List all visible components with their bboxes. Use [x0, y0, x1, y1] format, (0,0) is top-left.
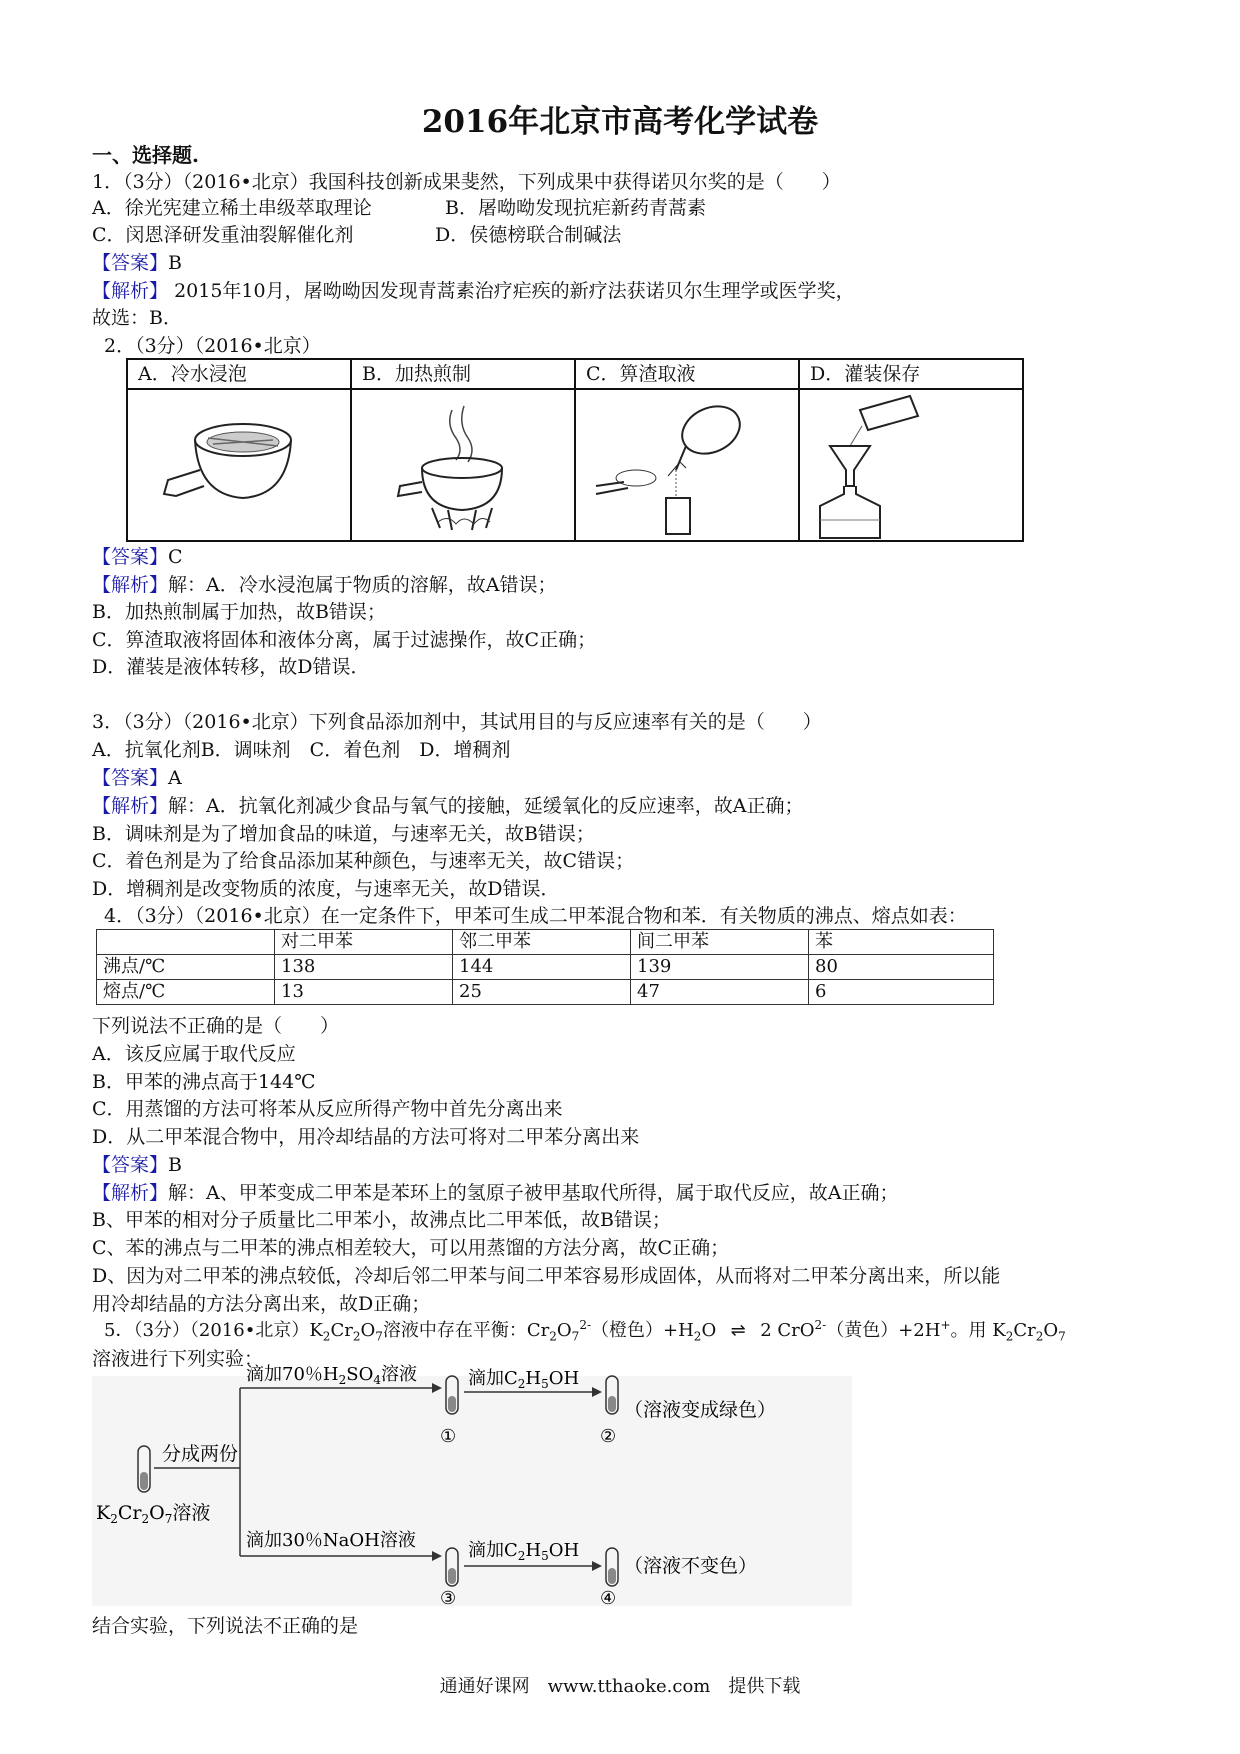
q1-analysis: 2015年10月，屠呦呦因发现青蒿素治疗疟疾的新疗法获诺贝尔生理学或医学奖， — [174, 280, 855, 302]
q4-stem: 4．（3分）（2016•北京）在一定条件下，甲苯可生成二甲苯混合物和苯．有关物质的沸点、熔点如表： — [104, 905, 967, 927]
flow-top-result: （溶液变成绿色） — [624, 1399, 777, 1421]
table-cell: 13 — [275, 980, 453, 1005]
q2-analysis-2: B．加热煎制属于加热，故B错误； — [92, 601, 386, 623]
page-footer: 通通好课网 www.tthaoke.com 提供下载 — [439, 1676, 801, 1697]
q3-analysis-1: 解：A．抗氧化剂减少食品与氧气的接触，延缓氧化的反应速率，故A正确； — [168, 795, 804, 817]
q2-fig-c — [575, 359, 799, 541]
table-cell: 25 — [453, 980, 631, 1005]
answer-tag: 【答案】 — [92, 767, 169, 789]
q4-analysis-1: 解：A、甲苯变成二甲苯是苯环上的氢原子被甲基取代所得，属于取代反应，故A正确； — [168, 1182, 899, 1204]
q1-option-a: A．徐光宪建立稀土串级萃取理论 — [92, 197, 372, 219]
q4-analysis-2: B、甲苯的相对分子质量比二甲苯小，故沸点比二甲苯低，故B错误； — [92, 1209, 671, 1231]
q3-stem: 3．（3分）（2016•北京）下列食品添加剂中，其试用目的与反应速率有关的是（ ） — [92, 711, 822, 733]
soaking-pot-icon — [128, 390, 350, 540]
q2-fig-a-label: A．冷水浸泡 — [128, 360, 350, 390]
q2-answer: C — [168, 546, 183, 568]
q2-stem: 2．（3分）（2016•北京） — [104, 335, 321, 357]
q4-option-c: C．用蒸馏的方法可将苯从反应所得产物中首先分离出来 — [92, 1098, 563, 1120]
q3-analysis-2: B．调味剂是为了增加食品的味道，与速率无关，故B错误； — [92, 823, 595, 845]
bottling-icon — [800, 390, 1022, 540]
q3-options: A．抗氧化剂B．调味剂 C．着色剂 D．增稠剂 — [92, 739, 511, 761]
section-heading: 一、选择题. — [92, 143, 199, 167]
equilibrium-arrow-icon: ⇌ — [730, 1320, 746, 1341]
table-cell: 80 — [809, 955, 994, 980]
answer-tag: 【答案】 — [92, 1154, 169, 1176]
q2-analysis-1: 解：A．冷水浸泡属于物质的溶解，故A错误； — [168, 574, 557, 596]
q2-fig-a — [127, 359, 351, 541]
q2-fig-d — [799, 359, 1023, 541]
q5-stem-part2: （橙色）+H — [591, 1320, 694, 1341]
heating-pot-icon — [352, 390, 574, 540]
q2-analysis-4: D．灌装是液体转移，故D错误． — [92, 656, 370, 678]
q5-stem: 5．（3分）（2016•北京）$K_2Cr_2O_7$溶液中存在平衡：$Cr_2O_7^{2-}$（橙色）$+H_2O$ ⇌ 2 CrO$^{2-}$（黄色）+2H+。用 $K_2Cr_2O_7$ — [104, 1318, 1066, 1344]
tube-label-3: ③ — [440, 1588, 457, 1609]
table-header-cell: 对二甲苯 — [275, 930, 453, 955]
q2-answer-line — [92, 542, 183, 569]
q2-fig-d-label: D．灌装保存 — [800, 360, 1022, 390]
q1-analysis-line — [92, 276, 855, 303]
page-title: 2016年北京市高考化学试卷 — [421, 104, 819, 140]
q4-option-d: D．从二甲苯混合物中，用冷却结晶的方法可将对二甲苯分离出来 — [92, 1126, 640, 1148]
q3-analysis-line — [92, 791, 803, 818]
table-row — [97, 955, 994, 980]
flow-ethanol-bottom: 滴加$C_2H_5OH$ — [468, 1540, 580, 1563]
table-cell: 139 — [631, 955, 809, 980]
q2-analysis-3: C．箅渣取液将固体和液体分离，属于过滤操作，故C正确； — [92, 629, 597, 651]
q5-stem-part4: 2 CrO — [760, 1320, 815, 1341]
table-row-label: 熔点/℃ — [97, 980, 275, 1005]
q5-stem-prefix: 5．（3分）（2016•北京） — [104, 1320, 310, 1341]
tube-label-4: ④ — [600, 1588, 617, 1609]
q4-option-b: B．甲苯的沸点高于144℃ — [92, 1071, 316, 1093]
q5-stem-part6: 。用 K — [950, 1320, 1006, 1341]
tube-label-1: ① — [440, 1426, 457, 1447]
q2-fig-b — [351, 359, 575, 541]
q1-option-d: D．侯德榜联合制碱法 — [435, 224, 622, 246]
flow-reactant-label: 溶液 — [172, 1502, 211, 1524]
flow-ethanol-top: 滴加$C_2H_5OH$ — [468, 1368, 580, 1391]
table-row — [97, 980, 994, 1005]
table-header-cell: 邻二甲苯 — [453, 930, 631, 955]
q2-figure-table — [126, 358, 1024, 542]
q5-stem-line2: 溶液进行下列实验： — [92, 1348, 264, 1370]
q4-data-table — [96, 929, 994, 1005]
table-cell: 47 — [631, 980, 809, 1005]
table-cell — [97, 930, 275, 955]
q2-fig-c-label: C．箅渣取液 — [576, 360, 798, 390]
answer-tag: 【答案】 — [92, 252, 169, 274]
q2-analysis-line — [92, 570, 556, 597]
q1-answer: B — [168, 252, 182, 274]
q4-question: 下列说法不正确的是（ ） — [92, 1015, 340, 1037]
flow-bottom-result: （溶液不变色） — [624, 1555, 758, 1577]
q4-option-a: A．该反应属于取代反应 — [92, 1043, 296, 1065]
q5-stem-part5: （黄色）+2H — [826, 1320, 941, 1341]
answer-tag: 【答案】 — [92, 546, 169, 568]
analysis-tag: 【解析】 — [92, 795, 169, 817]
q3-analysis-3: C．着色剂是为了给食品添加某种颜色，与速率无关，故C错误； — [92, 850, 635, 872]
analysis-tag: 【解析】 — [92, 574, 169, 596]
q5-stem-part1: 溶液中存在平衡： — [382, 1320, 527, 1341]
tube-label-2: ② — [600, 1426, 617, 1447]
q2-fig-b-label: B．加热煎制 — [352, 360, 574, 390]
q1-conclusion: 故选：B． — [92, 307, 182, 329]
q3-answer-line — [92, 763, 182, 790]
table-header-cell: 苯 — [809, 930, 994, 955]
q4-analysis-4: D、因为对二甲苯的沸点较低，冷却后邻二甲苯与间二甲苯容易形成固体，从而将对二甲苯分离出来，所以能 — [92, 1265, 1001, 1287]
q4-answer: B — [168, 1154, 182, 1176]
q1-option-c: C．闵恩泽研发重油裂解催化剂 — [92, 224, 354, 246]
table-cell: 6 — [809, 980, 994, 1005]
filtering-icon — [576, 390, 798, 540]
q1-stem: 1．（3分）（2016•北京）我国科技创新成果斐然，下列成果中获得诺贝尔奖的是（ ） — [92, 171, 841, 193]
table-header-row — [97, 930, 994, 955]
q5-conclusion: 结合实验，下列说法不正确的是 — [92, 1615, 359, 1637]
q5-experiment-flowchart — [92, 1364, 852, 1609]
q4-analysis-5: 用冷却结晶的方法分离出来，故D正确； — [92, 1293, 431, 1315]
q3-analysis-4: D．增稠剂是改变物质的浓度，与速率无关，故D错误． — [92, 878, 560, 900]
table-row-label: 沸点/℃ — [97, 955, 275, 980]
analysis-tag: 【解析】 — [92, 280, 169, 302]
q4-analysis-line — [92, 1178, 898, 1205]
flow-split-label: 分成两份 — [162, 1443, 239, 1465]
analysis-tag: 【解析】 — [92, 1182, 169, 1204]
q4-answer-line — [92, 1150, 182, 1177]
flow-top-reagent: 滴加70％$H_2SO_4$溶液 — [246, 1364, 417, 1387]
q5-stem-part3: O — [701, 1320, 717, 1341]
q3-answer: A — [168, 767, 182, 789]
q1-answer-line — [92, 248, 182, 275]
table-cell: 138 — [275, 955, 453, 980]
table-header-cell: 间二甲苯 — [631, 930, 809, 955]
table-cell: 144 — [453, 955, 631, 980]
flow-bottom-reagent: 滴加30％NaOH溶液 — [246, 1530, 416, 1551]
q4-analysis-3: C、苯的沸点与二甲苯的沸点相差较大，可以用蒸馏的方法分离，故C正确； — [92, 1237, 730, 1259]
q1-option-b: B．屠呦呦发现抗疟新药青蒿素 — [445, 197, 706, 219]
flow-reactant: $K_2Cr_2O_7$溶液 — [96, 1502, 211, 1526]
